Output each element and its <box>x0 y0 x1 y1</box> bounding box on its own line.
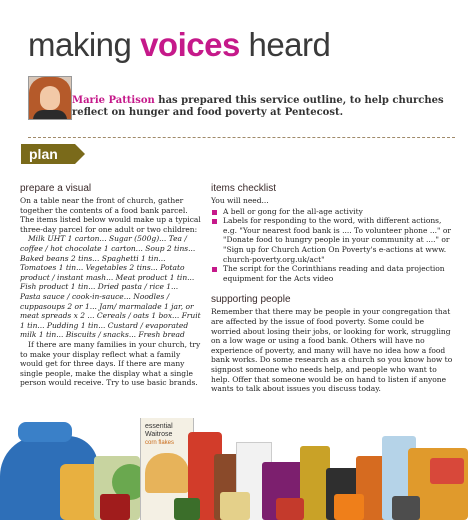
checklist <box>211 207 454 284</box>
column-right <box>211 183 454 394</box>
supporting-body: Remember that there may be people in your congregation that are affected by the issue of food poverty. Some could be worried about losing their jobs, or looking for work, struggling on a low wage or using a food bank. Others will have no experience of poverty, and many will have no idea how a food bank works. Do some research as a church so you know how to signpost someone who needs help, and people who want to help. Offer that someone would be on hand to listen if anyone wants to talk about issues you discuss today. <box>211 307 453 394</box>
byline <box>72 95 457 119</box>
column-left <box>20 183 201 388</box>
list-item: Labels for responding to the word, with different actions, e.g. "Your nearest food bank is .... To volunteer phone ..." or "Donate food to hungry people in your community at ...." or "Sign up for Church Action On Poverty's e-actions at www. church-poverty.org.uk/act" <box>211 216 454 264</box>
author-name: Marie Pattison <box>72 95 155 106</box>
list-item: The script for the Corinthians reading and data projection equipment for the Acts video <box>211 264 454 283</box>
checklist-heading: items checklist <box>211 183 277 194</box>
cereal-box-brand2: Waitrose <box>145 431 173 438</box>
list-item: A bell or gong for the all-age activity <box>211 207 454 217</box>
supporting-heading: supporting people <box>211 294 291 306</box>
divider <box>28 137 455 138</box>
title-part: making <box>28 26 141 63</box>
prepare-heading: prepare a visual <box>20 183 92 194</box>
checklist-intro: You will need... <box>211 196 269 205</box>
byline-text: has prepared this service outline, to help churches reflect on hunger and food poverty at Pentecost. <box>72 95 444 118</box>
page-title <box>28 26 330 64</box>
parcel-items-list: Milk UHT 1 carton... Sugar (500g)... Tea / coffee / hot chocolate 1 carton... Soup 2 tins... Baked beans 2 tins... Spaghetti 1 tin... Tomatoes 1 tin... Vegetables 2 tins... Potato product / instant mash... Meat product 1 tin... Fish product 1 tin... Dried pasta / rice 1... Pasta sauce / cook-in-sauce... Noodles / cuppasoups 2 or 1... Jam/ marmalade 1 jar, or meat spreads x 2 ... Cereals / oats 1 box... Fruit 1 tin... Pudding 1 tin... Custard / evaporated milk 1 tin... Biscuits / snacks... Fresh bread <box>20 234 201 340</box>
cereal-box-brand: essential <box>145 423 173 430</box>
author-photo <box>28 76 72 120</box>
section-tab: plan <box>21 144 75 164</box>
food-parcel-photo <box>0 418 468 520</box>
prepare-intro: On a table near the front of church, gather together the contents of a food bank parcel. The items listed below would make up a typical three-day parcel for one adult or two children: <box>20 196 201 234</box>
prepare-closing: If there are many families in your church, try to make your display reflect what a family would get for three days. If there are many single people, make the display what a single person would receive. Try to use basic brands. <box>20 339 201 388</box>
title-part: heard <box>239 26 331 63</box>
title-accent: voices <box>140 26 240 63</box>
cereal-box-product: corn flakes <box>145 440 175 446</box>
